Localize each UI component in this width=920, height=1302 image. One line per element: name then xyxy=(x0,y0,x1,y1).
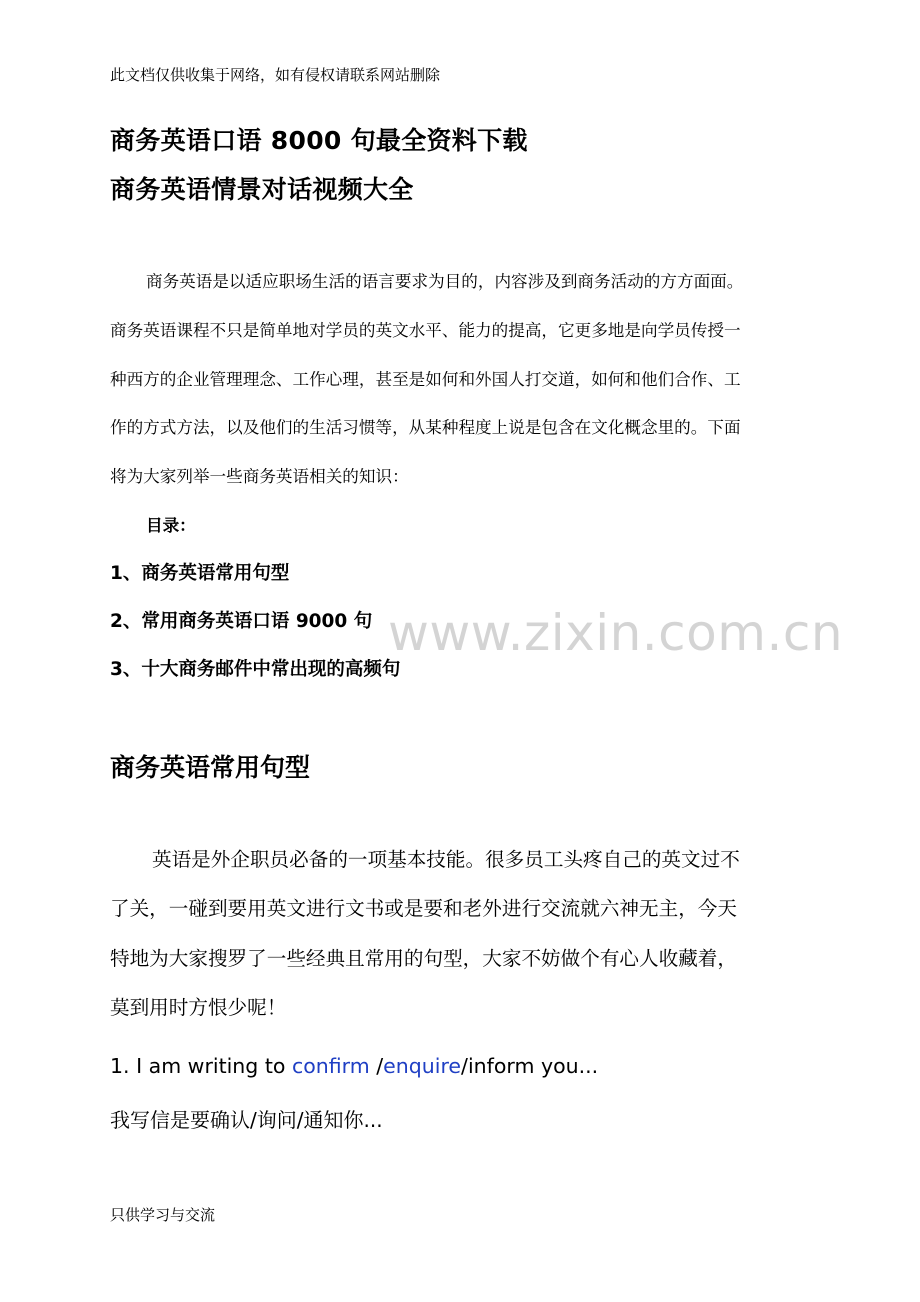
document-subtitle: 商务英语情景对话视频大全 xyxy=(110,175,414,204)
paragraph-line-4: 莫到用时方恨少呢！ xyxy=(110,996,287,1019)
enquire-link[interactable]: enquire xyxy=(383,1054,462,1078)
intro-line-5: 将为大家列举一些商务英语相关的知识： xyxy=(110,467,409,486)
example-translation: 我写信是要确认/询问/通知你... xyxy=(110,1108,383,1132)
section-heading: 商务英语常用句型 xyxy=(110,753,311,782)
header-disclaimer: 此文档仅供收集于网络，如有侵权请联系网站删除 xyxy=(110,66,441,84)
toc-item: 1、商务英语常用句型 xyxy=(110,563,290,584)
example-suffix: /inform you... xyxy=(461,1054,599,1078)
toc-item: 2、常用商务英语口语 9000 句 xyxy=(110,611,373,632)
confirm-link[interactable]: confirm xyxy=(291,1054,370,1078)
watermark: www.zixin.com.cn xyxy=(388,604,844,662)
intro-line-1: 商务英语是以适应职场生活的语言要求为目的，内容涉及到商务活动的方方面面。 xyxy=(146,272,744,291)
intro-line-4: 作的方式方法，以及他们的生活习惯等，从某种程度上说是包含在文化概念里的。下面 xyxy=(110,418,741,437)
toc-item: 3、十大商务邮件中常出现的高频句 xyxy=(110,659,401,680)
intro-line-3: 种西方的企业管理理念、工作心理，甚至是如何和外国人打交道，如何和他们合作、工 xyxy=(110,370,741,389)
paragraph-line-1: 英语是外企职员必备的一项基本技能。很多员工头疼自己的英文过不 xyxy=(152,848,740,871)
example-prefix: 1. I am writing to xyxy=(110,1054,292,1078)
document-title: 商务英语口语 8000 句最全资料下载 xyxy=(110,126,528,155)
paragraph-line-2: 了关，一碰到要用英文进行文书或是要和老外进行交流就六神无主，今天 xyxy=(110,897,737,920)
paragraph-line-3: 特地为大家搜罗了一些经典且常用的句型，大家不妨做个有心人收藏着， xyxy=(110,947,737,970)
intro-line-2: 商务英语课程不只是简单地对学员的英文水平、能力的提高，它更多地是向学员传授一 xyxy=(110,321,741,340)
example-separator: / xyxy=(369,1054,384,1078)
toc-label: 目录： xyxy=(146,516,196,535)
footer-note: 只供学习与交流 xyxy=(110,1206,216,1224)
example-sentence xyxy=(110,1054,598,1078)
